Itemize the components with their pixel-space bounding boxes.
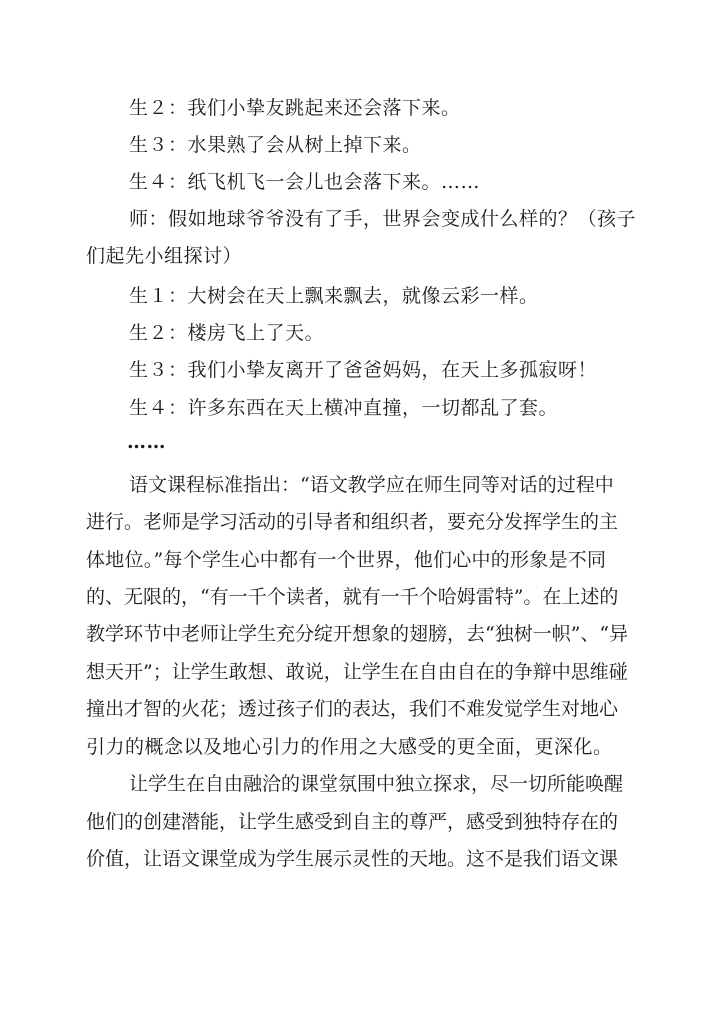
paragraph-line: 语文课程标准指出：“语文教学应在师生同等对话的过程中 (129, 474, 614, 496)
dialogue-line: 生３：水果熟了会从树上掉下来。 (129, 134, 422, 156)
paragraph-line: 的、无限的，“有一千个读者，就有一千个哈姆雷特”。在上述的 (86, 586, 619, 608)
dialogue-line: 师：假如地球爷爷没有了手，世界会变成什么样的？（孩子 (129, 208, 637, 230)
paragraph-line: 体地位。”每个学生心中都有一个世界，他们心中的形象是不同 (86, 549, 606, 571)
paragraph-line: 进行。老师是学习活动的引导者和组织者，要充分发挥学生的主 (86, 511, 619, 533)
paragraph-line: 价值，让语文课堂成为学生展示灵性的天地。这不是我们语文课 (86, 848, 619, 870)
dialogue-line: 生３：我们小挚友离开了爸爸妈妈，在天上多孤寂呀！ (129, 359, 598, 381)
dialogue-line: 生４：纸飞机飞一会儿也会落下来。…… (129, 171, 481, 193)
paragraph-line: 想天开”；让学生敢想、敢说，让学生在自由自在的争辩中思维碰 (86, 661, 628, 683)
paragraph-line: 教学环节中老师让学生充分绽开想象的翅膀，去“独树一帜”、“异 (86, 623, 629, 645)
paragraph-line: 撞出才智的火花；透过孩子们的表达，我们不难发觉学生对地心 (86, 698, 619, 720)
dialogue-line: 生４：许多东西在天上横冲直撞，一切都乱了套。 (129, 397, 559, 419)
ellipsis-line: …… (127, 431, 166, 453)
paragraph-line: 引力的概念以及地心引力的作用之大感受的更全面，更深化。 (86, 736, 613, 758)
paragraph-line: 他们的创建潜能，让学生感受到自主的尊严，感受到独特存在的 (86, 811, 619, 833)
paragraph-line: 让学生在自由融洽的课堂氛围中独立探求，尽一切所能唤醒 (129, 773, 624, 795)
dialogue-line: 生１：大树会在天上飘来飘去，就像云彩一样。 (129, 285, 539, 307)
dialogue-line: 生２：楼房飞上了天。 (129, 322, 325, 344)
dialogue-line: 生２：我们小挚友跳起来还会落下来。 (129, 97, 461, 119)
dialogue-line: 们起先小组探讨） (86, 245, 243, 267)
